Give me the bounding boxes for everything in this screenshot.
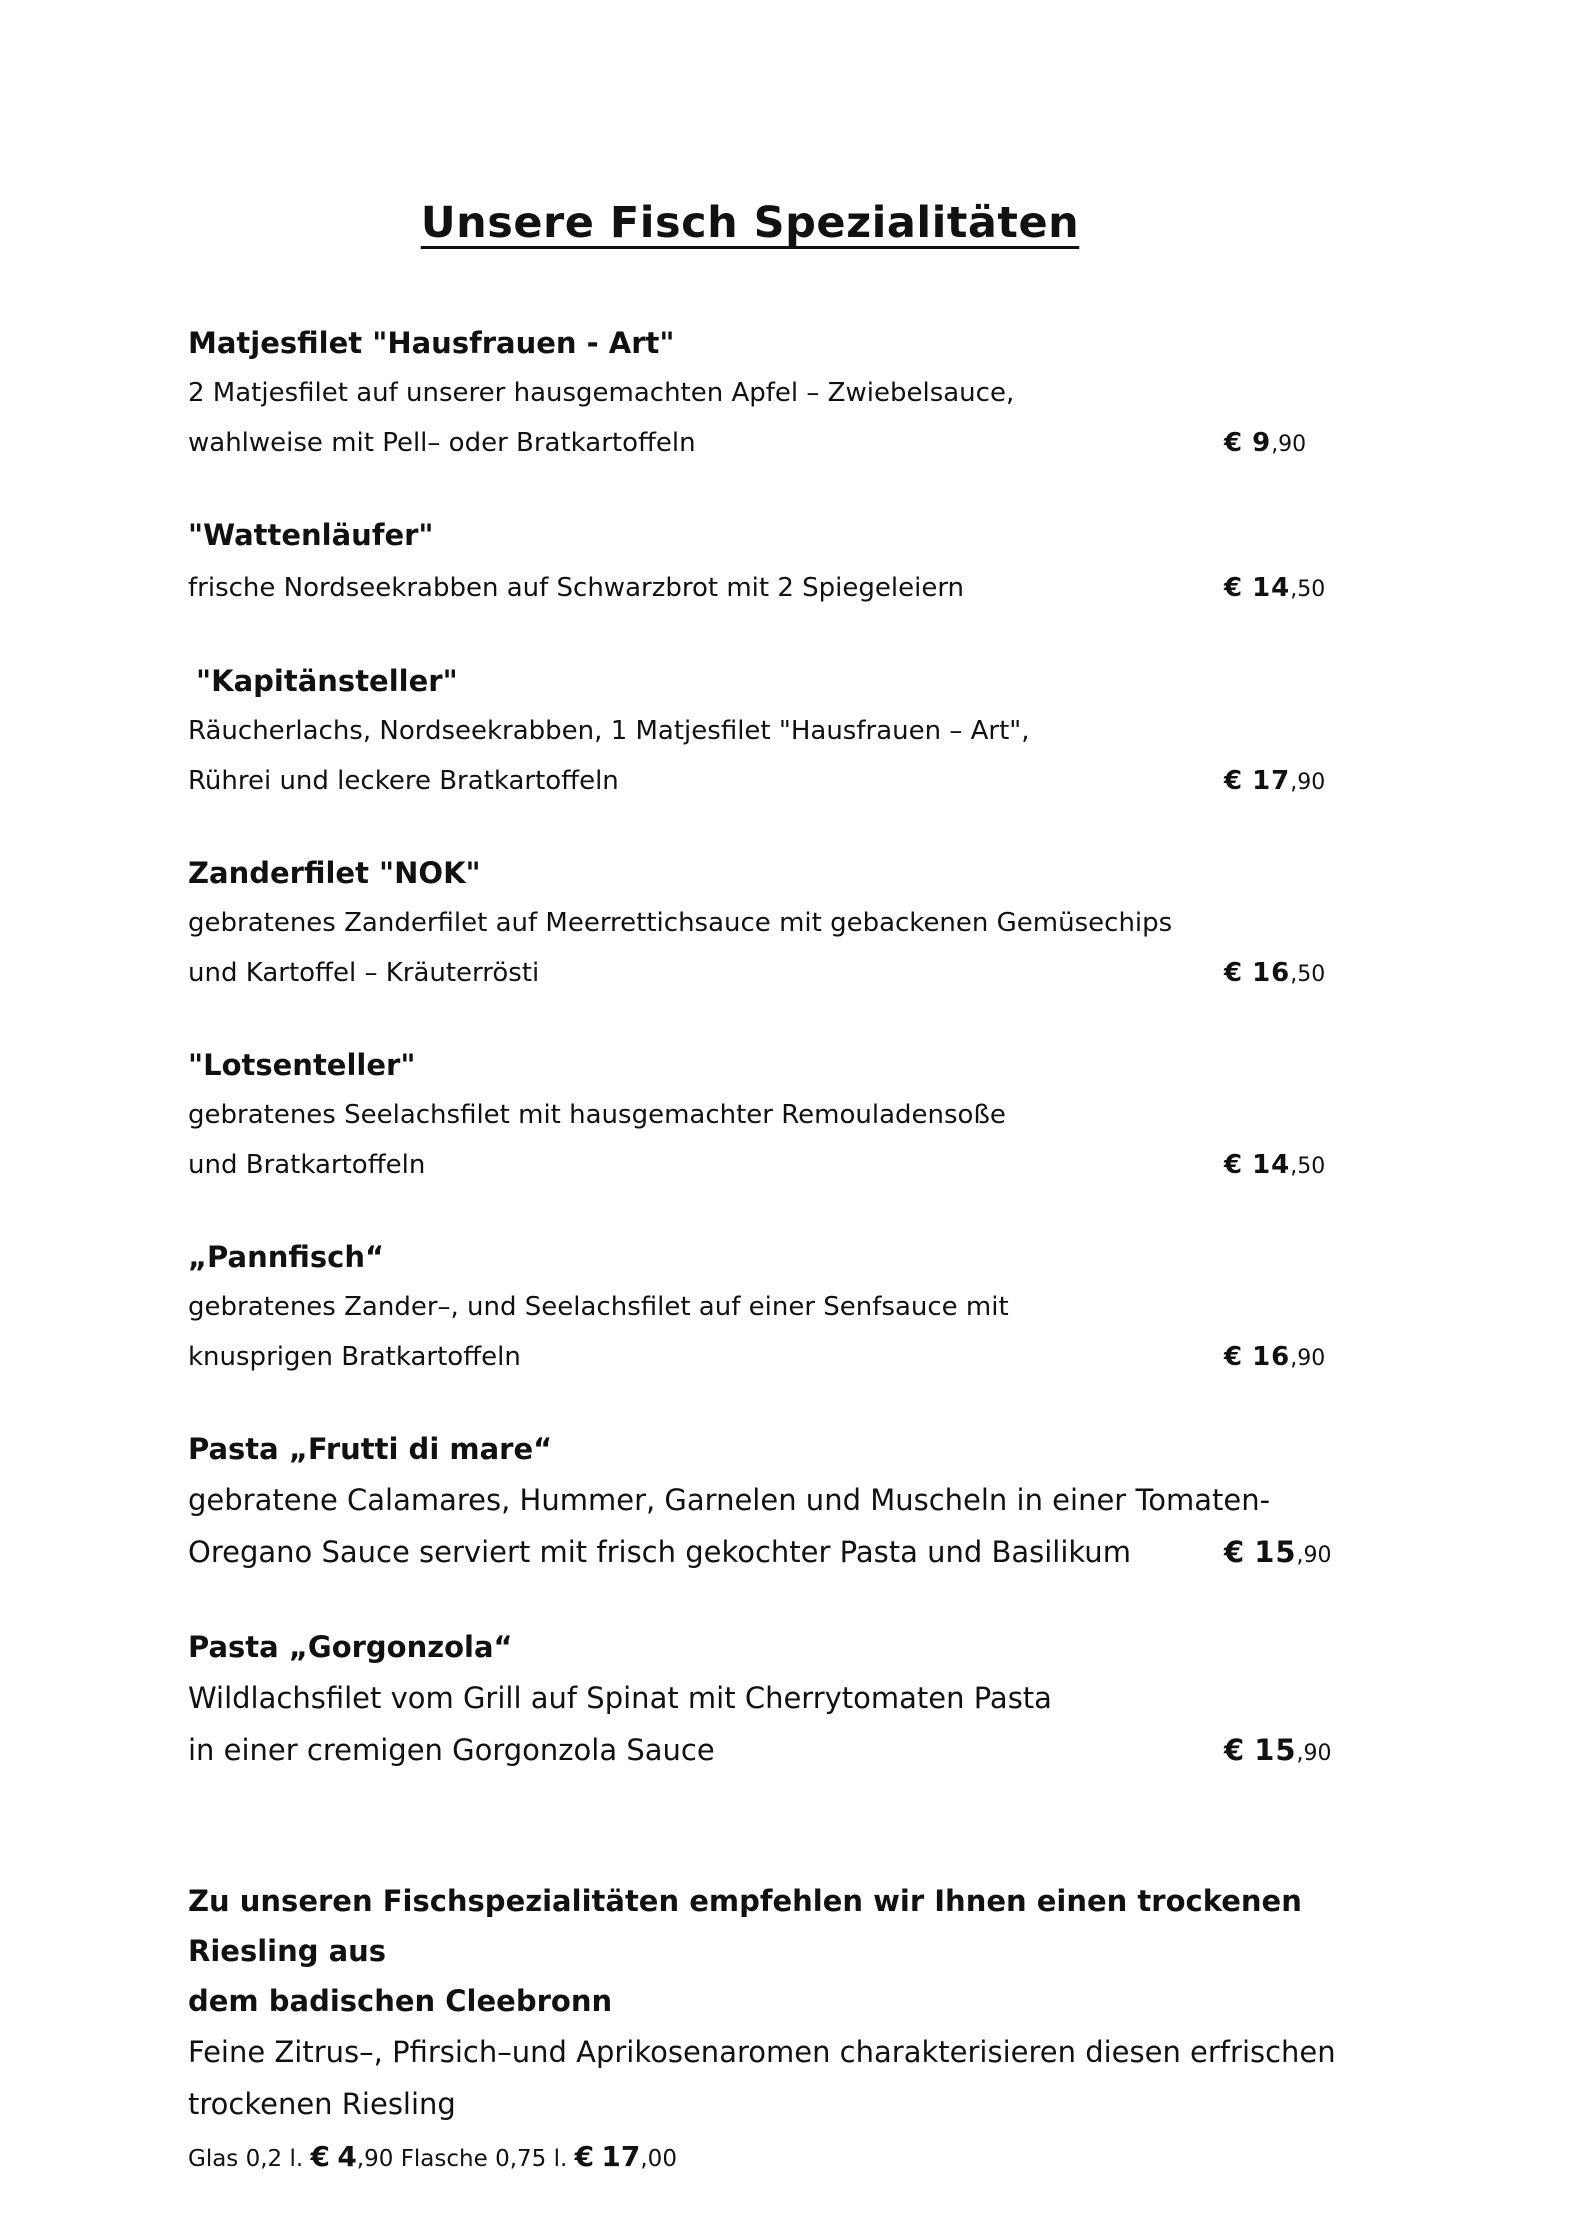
bottle-cents: ,00 [640, 2146, 677, 2172]
menu-item [188, 318, 1368, 468]
dish-name: "Kapitänsteller" [196, 664, 458, 698]
dish-description: knusprigen Bratkartoffeln € 16,90 [188, 1332, 1368, 1382]
menu-item [188, 1424, 1368, 1578]
dish-name: „Pannfisch“ [188, 1240, 385, 1274]
menu-item [188, 510, 1368, 613]
dish-price: € 15,90 [1224, 1535, 1332, 1569]
menu-item [188, 1040, 1368, 1190]
wine-prices [188, 2140, 677, 2173]
dish-price: € 16,90 [1224, 1342, 1326, 1372]
menu-item [188, 656, 1368, 806]
dish-description: gebratenes Zanderfilet auf Meerrettichsauce mit gebackenen Gemüsechips [188, 908, 1173, 938]
menu-item [188, 1622, 1368, 1776]
dish-price: € 17,90 [1224, 766, 1326, 796]
dish-description: Oregano Sauce serviert mit frisch gekochter Pasta und Basilikum € 15,90 [188, 1526, 1368, 1578]
dish-description: gebratene Calamares, Hummer, Garnelen und Muscheln in einer Tomaten- [188, 1483, 1271, 1517]
dish-price: € 9,90 [1224, 428, 1307, 458]
dish-description: gebratenes Zander–, und Seelachsfilet auf einer Senfsauce mit [188, 1292, 1009, 1322]
dish-description: Wildlachsfilet vom Grill auf Spinat mit Cherrytomaten Pasta [188, 1681, 1052, 1715]
dish-name: Matjesfilet "Hausfrauen - Art" [188, 326, 675, 360]
dish-name: Pasta „Gorgonzola“ [188, 1630, 513, 1664]
wine-description: trockenen Riesling [188, 2087, 456, 2121]
wine-heading: dem badischen Cleebronn [188, 1984, 613, 2018]
bottle-euros: 17 [601, 2140, 641, 2173]
wine-recommendation [188, 1876, 1408, 2130]
dish-price: € 16,50 [1224, 958, 1326, 988]
wine-heading: Zu unseren Fischspezialitäten empfehlen wir Ihnen einen trockenen Riesling aus [188, 1884, 1302, 1968]
dish-description: in einer cremigen Gorgonzola Sauce € 15,90 [188, 1724, 1368, 1776]
dish-price: € 14,50 [1224, 573, 1326, 603]
dish-description: und Kartoffel – Kräuterrösti € 16,50 [188, 948, 1368, 998]
menu-item [188, 848, 1368, 998]
glass-cents: ,90 [356, 2146, 394, 2172]
bottle-currency: € [574, 2140, 595, 2173]
menu-item [188, 1232, 1368, 1382]
glass-euros: 4 [337, 2140, 357, 2173]
bottle-label: Flasche 0,75 l. [400, 2146, 568, 2172]
dish-price: € 15,90 [1224, 1733, 1332, 1767]
wine-description: Feine Zitrus–, Pfirsich–und Aprikosenaromen charakterisieren diesen erfrischen [188, 2035, 1336, 2069]
dish-description: gebratenes Seelachsfilet mit hausgemachter Remouladensoße [188, 1100, 1006, 1130]
dish-description: Räucherlachs, Nordseekrabben, 1 Matjesfilet "Hausfrauen – Art", [188, 716, 1030, 746]
dish-description: und Bratkartoffeln € 14,50 [188, 1140, 1368, 1190]
glass-label: Glas 0,2 l. [188, 2146, 304, 2172]
page-title: Unsere Fisch Spezialitäten [420, 198, 1080, 248]
dish-name: "Wattenläufer" [188, 518, 434, 552]
glass-currency: € [310, 2140, 330, 2173]
dish-name: Zanderfilet "NOK" [188, 856, 481, 890]
dish-description: frische Nordseekrabben auf Schwarzbrot mit 2 Spiegeleiern € 14,50 [188, 563, 1368, 613]
dish-price: € 14,50 [1224, 1150, 1326, 1180]
dish-description: wahlweise mit Pell– oder Bratkartoffeln € 9,90 [188, 418, 1368, 468]
dish-description: 2 Matjesfilet auf unserer hausgemachten Apfel – Zwiebelsauce, [188, 378, 1015, 408]
dish-name: "Lotsenteller" [188, 1048, 416, 1082]
dish-description: Rührei und leckere Bratkartoffeln € 17,90 [188, 756, 1368, 806]
dish-name: Pasta „Frutti di mare“ [188, 1432, 553, 1466]
